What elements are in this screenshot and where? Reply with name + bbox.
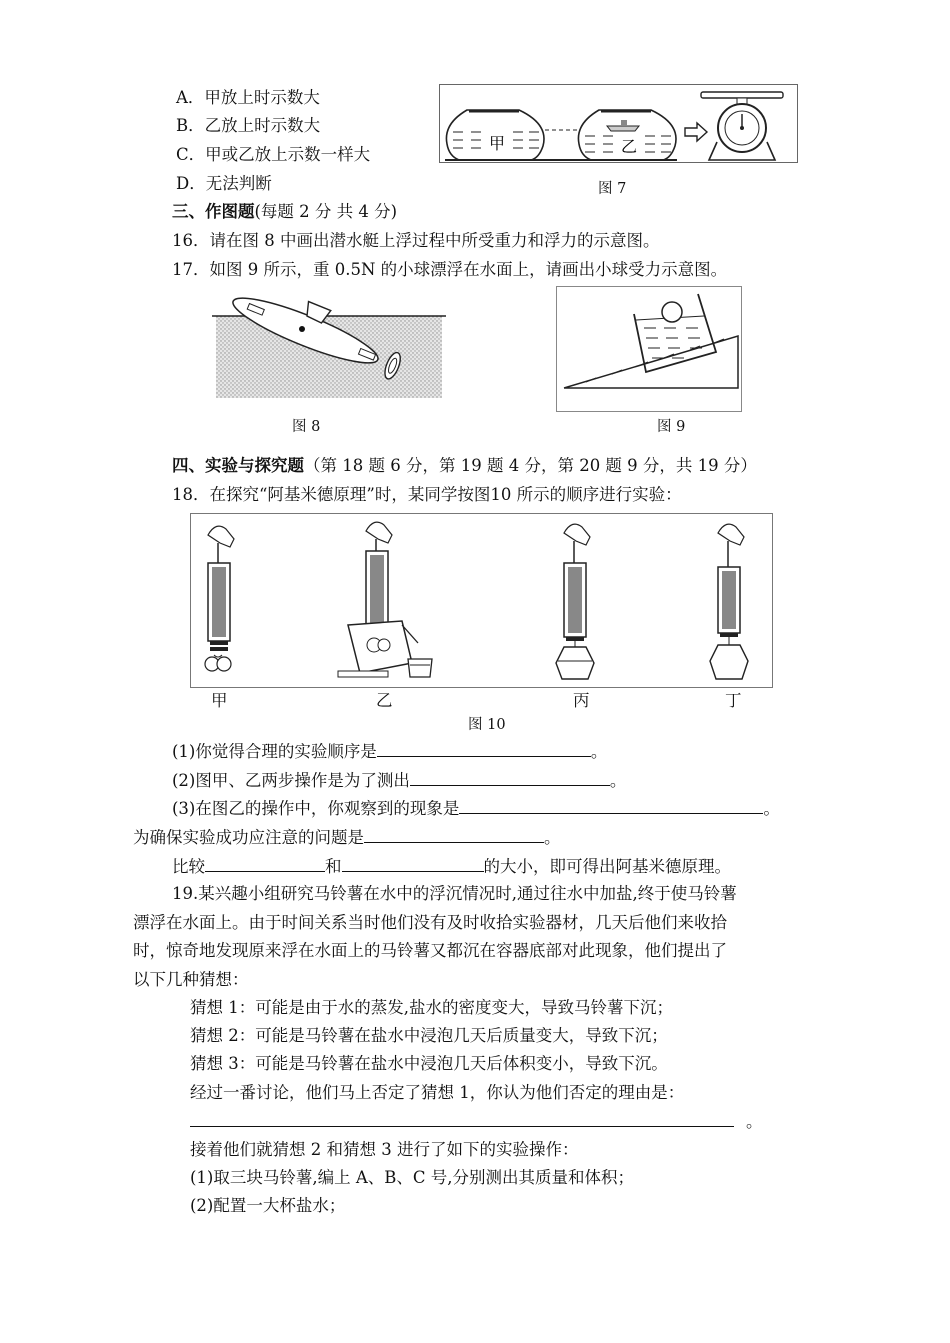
question-18: 18．在探究“阿基米德原理”时，某同学按图10 所示的顺序进行实验：	[172, 485, 682, 504]
q18-compare: 比较 和 的大小，即可得出阿基米德原理。	[172, 857, 731, 876]
q19-line-3: 时，惊奇地发现原来浮在水面上的马铃薯又都沉在容器底部对此现象，他们提出了	[133, 941, 727, 960]
question-16: 16．请在图 8 中画出潜水艇上浮过程中所受重力和浮力的示意图。	[172, 231, 660, 250]
step-bing-apparatus	[556, 524, 594, 679]
figure-7-caption: 图 7	[598, 181, 627, 197]
q18-part-1: (1)你觉得合理的实验顺序是 。	[172, 742, 608, 761]
answer-blank-reason[interactable]	[190, 1110, 734, 1127]
q19-line-2: 漂浮在水面上。由于时间关系当时他们没有及时收拾实验器材，几天后他们来收拾	[133, 913, 727, 932]
figure-7	[439, 84, 799, 164]
q19-line-4: 以下几种猜想：	[133, 970, 249, 989]
question-17: 17．如图 9 所示，重 0.5N 的小球漂浮在水面上，请画出小球受力示意图。	[172, 260, 728, 279]
figure-10-caption: 图 10	[468, 717, 506, 733]
figure-9	[556, 286, 742, 412]
q18-part-2: (2)图甲、乙两步操作是为了测出 。	[172, 771, 627, 790]
label-yi: 乙	[620, 137, 638, 156]
hypothesis-3: 猜想 3：可能是马铃薯在盐水中浸泡几天后体积变小，导致下沉。	[190, 1054, 668, 1073]
option-a: A．甲放上时示数大	[176, 88, 320, 107]
section-4-score: （第 18 题 6 分，第 19 题 4 分，第 20 题 9 分，共 19 分）	[304, 456, 757, 475]
answer-blank-phenomenon[interactable]	[459, 797, 763, 814]
q19-reason-answer: 。	[190, 1110, 763, 1133]
label-jia: 甲	[488, 134, 506, 153]
step-label-ding: 丁	[725, 691, 742, 710]
q19-step-2: (2)配置一大杯盐水；	[190, 1196, 346, 1215]
step-jia-apparatus	[205, 526, 234, 671]
q19-next: 接着他们就猜想 2 和猜想 3 进行了如下的实验操作：	[190, 1140, 579, 1159]
section-3-heading	[172, 201, 397, 223]
section-3-score: (每题 2 分 共 4 分)	[254, 202, 398, 221]
step-yi-apparatus	[338, 522, 432, 677]
q18-part-3b: 为确保实验成功应注意的问题是 。	[133, 828, 561, 847]
answer-blank-compare-b[interactable]	[342, 855, 484, 872]
figure-10	[190, 513, 774, 689]
answer-blank-compare-a[interactable]	[205, 855, 325, 872]
answer-blank-order[interactable]	[377, 740, 591, 757]
answer-blank-caution[interactable]	[364, 826, 544, 843]
q19-discussion: 经过一番讨论，他们马上否定了猜想 1，你认为他们否定的理由是：	[190, 1083, 685, 1102]
q19-line-1: 19.某兴趣小组研究马铃薯在水中的浮沉情况时,通过往水中加盐,终于使马铃薯	[172, 884, 737, 903]
hypothesis-2: 猜想 2：可能是马铃薯在盐水中浸泡几天后质量变大，导致下沉；	[190, 1026, 668, 1045]
figure-8-caption: 图 8	[292, 419, 321, 435]
step-ding-apparatus	[710, 524, 748, 679]
option-c: C．甲或乙放上示数一样大	[176, 145, 371, 164]
q18-part-3: (3)在图乙的操作中，你观察到的现象是 。	[172, 799, 780, 818]
hypothesis-1: 猜想 1：可能是由于水的蒸发,盐水的密度变大，导致马铃薯下沉；	[190, 998, 673, 1017]
step-label-bing: 丙	[573, 691, 590, 710]
section-4-heading	[172, 455, 757, 477]
answer-blank-measure[interactable]	[410, 769, 610, 786]
option-d: D．无法判断	[176, 174, 272, 193]
figure-9-caption: 图 9	[657, 419, 686, 435]
figure-8	[212, 296, 446, 398]
step-label-yi: 乙	[376, 691, 393, 710]
section-3-title: 三、作图题	[172, 202, 255, 221]
option-b: B．乙放上时示数大	[176, 116, 321, 135]
section-4-title: 四、实验与探究题	[172, 456, 304, 475]
q19-step-1: (1)取三块马铃薯,编上 A、B、C 号,分别测出其质量和体积；	[190, 1168, 635, 1187]
step-label-jia: 甲	[211, 691, 228, 710]
